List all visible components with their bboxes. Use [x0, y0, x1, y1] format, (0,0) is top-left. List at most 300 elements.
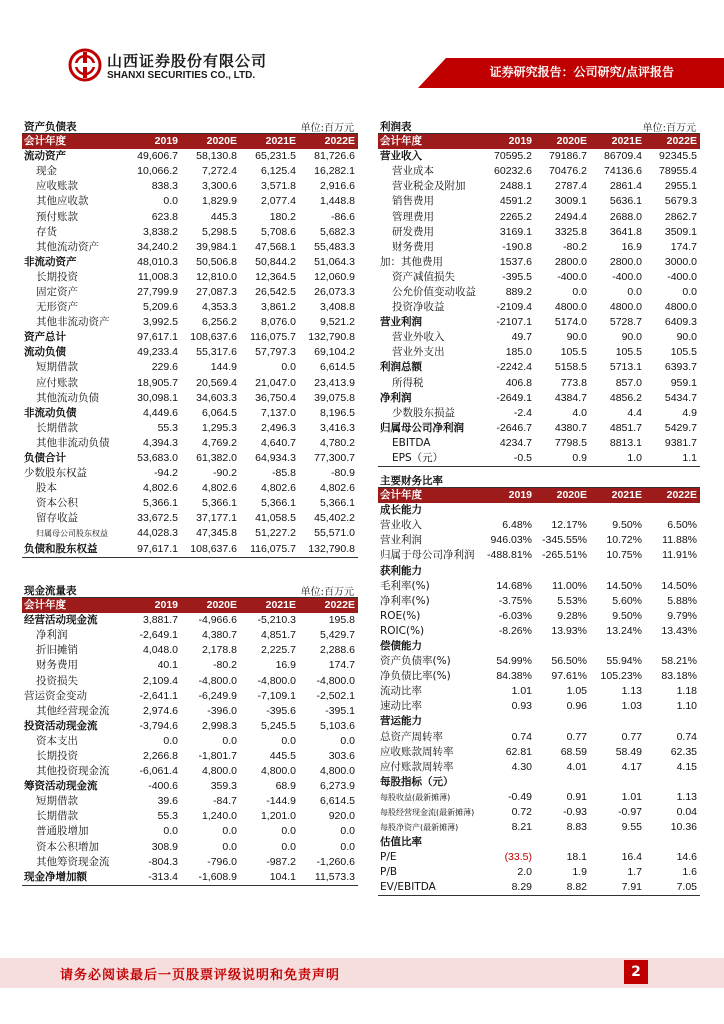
bs-cell: 144.9 — [210, 361, 237, 374]
rt-cell: 1.13 — [676, 790, 697, 803]
cf-col-header: 会计年度 — [24, 599, 66, 612]
cf-row-label: 普通股增加 — [36, 825, 89, 838]
is-cell: 5158.5 — [554, 361, 587, 374]
cf-cell: 0.0 — [163, 825, 178, 838]
bs-row-label: 流动负债 — [24, 346, 66, 359]
rt-cell: 62.81 — [505, 745, 532, 758]
is-cell: 4851.7 — [609, 421, 642, 434]
rt-cell: 18.1 — [566, 851, 587, 864]
bs-cell: 34,240.2 — [137, 240, 178, 253]
bs-cell: 6,614.5 — [319, 361, 355, 374]
cf-row-label: 资本支出 — [36, 734, 78, 747]
cf-row-label: 投资活动现金流 — [24, 719, 98, 732]
is-row-label: 少数股东损益 — [392, 406, 455, 419]
bs-cell: -86.6 — [331, 210, 355, 223]
rt-cell: 56.50% — [551, 655, 587, 668]
bs-cell: 5,209.6 — [142, 301, 178, 314]
is-cell: 4380.7 — [554, 421, 587, 434]
rt-cell: 8.21 — [511, 821, 532, 834]
ratios-title-bar — [378, 472, 700, 488]
rt-col-header: 2021E — [611, 489, 642, 502]
cf-row-label: 财务费用 — [36, 659, 78, 672]
is-row-label: 管理费用 — [392, 210, 434, 223]
rt-cell: 13.93% — [551, 624, 587, 637]
balance-sheet-table — [22, 134, 358, 558]
rt-cell: 105.23% — [600, 670, 642, 683]
bs-table-row — [22, 300, 358, 315]
is-cell: -2107.1 — [496, 316, 532, 329]
is-row-label: 营业税金及附加 — [392, 180, 466, 193]
is-cell: 2787.4 — [554, 180, 587, 193]
rt-row-label: P/E — [380, 851, 397, 864]
is-cell: 2955.1 — [664, 180, 697, 193]
bs-cell: 49,233.4 — [137, 346, 178, 359]
bs-table-row — [22, 225, 358, 240]
cf-cell: 308.9 — [151, 840, 178, 853]
bs-cell: 47,345.8 — [196, 527, 237, 540]
bs-cell: 3,571.8 — [260, 180, 296, 193]
is-table-row — [378, 164, 700, 179]
bs-cell: 1,295.3 — [201, 421, 237, 434]
cf-cell: 3,881.7 — [142, 614, 178, 627]
bs-cell: 5,298.5 — [201, 225, 237, 238]
bs-cell: 97,617.1 — [137, 331, 178, 344]
bs-cell: 132,790.8 — [308, 331, 355, 344]
bs-cell: 132,790.8 — [299, 542, 358, 558]
bs-cell: 55,571.0 — [314, 527, 355, 540]
rt-row-label: 营业利润 — [380, 534, 422, 547]
bs-cell: 0.0 — [281, 361, 296, 374]
disclaimer-text: 请务必阅读最后一页股票评级说明和免责声明 — [60, 968, 341, 983]
is-cell: 4800.0 — [554, 301, 587, 314]
rt-cell: 8.82 — [535, 880, 590, 896]
cf-cell: -1,608.9 — [181, 870, 240, 886]
rt-col-header: 2022E — [666, 489, 697, 502]
rt-row-label: 成长能力 — [380, 504, 422, 517]
bs-table-row — [22, 542, 358, 558]
is-cell: -2.4 — [513, 406, 532, 419]
bs-row-label: 其他流动负债 — [36, 391, 99, 404]
is-table-row — [378, 330, 700, 345]
bs-row-label: 其他非流动资产 — [36, 316, 110, 329]
bs-row-label: 负债和股东权益 — [22, 542, 122, 558]
rt-table-row — [378, 880, 700, 896]
cf-col-header: 2022E — [324, 599, 355, 612]
cf-cell: 2,266.8 — [142, 749, 178, 762]
cf-cell: -3,794.6 — [139, 719, 178, 732]
rt-table-row — [378, 518, 700, 533]
is-cell: 959.1 — [670, 376, 697, 389]
cf-cell: 104.1 — [240, 870, 299, 886]
is-cell: 4856.2 — [609, 391, 642, 404]
rt-cell: -3.75% — [498, 594, 532, 607]
is-cell: 0.0 — [682, 285, 697, 298]
bs-row-label: 存货 — [36, 225, 57, 238]
bs-cell: -80.9 — [331, 467, 355, 480]
rt-cell: 58.49 — [615, 745, 642, 758]
rt-table-row — [378, 548, 700, 563]
bs-cell: 1,829.9 — [201, 195, 237, 208]
rt-cell: 68.59 — [560, 745, 587, 758]
cf-row-label: 营运资金变动 — [24, 689, 87, 702]
is-cell: 857.0 — [615, 376, 642, 389]
cash-flow-title: 现金流量表 — [24, 585, 77, 597]
rt-cell: 10.36 — [670, 821, 697, 834]
rt-table-row — [378, 835, 700, 850]
rt-cell — [480, 639, 535, 654]
rt-cell: 12.17% — [551, 519, 587, 532]
is-cell: 1.1 — [645, 451, 700, 467]
is-cell: 6393.7 — [664, 361, 697, 374]
bs-cell: 4,449.6 — [142, 406, 178, 419]
rt-row-label: 净负债比率(%) — [380, 670, 451, 683]
is-row-label: 利润总额 — [380, 361, 422, 374]
is-table-row — [378, 376, 700, 391]
company-name-en: SHANXI SECURITIES CO., LTD. — [107, 70, 256, 81]
income-statement-panel — [378, 118, 700, 467]
bs-header-row — [22, 134, 358, 149]
bs-cell: -94.2 — [154, 467, 178, 480]
cf-cell: 920.0 — [328, 810, 355, 823]
is-row-label: 财务费用 — [392, 240, 434, 253]
balance-sheet-panel — [22, 118, 358, 558]
rt-row-label: 获利能力 — [380, 564, 422, 577]
cf-cell: 4,800.0 — [201, 765, 237, 778]
rt-cell — [590, 563, 645, 578]
rt-row-label: 每股经营现金流(最新摊薄) — [380, 808, 475, 818]
cf-col-header: 2020E — [206, 599, 237, 612]
rt-cell: 7.05 — [645, 880, 700, 896]
rt-row-label: 营业收入 — [380, 519, 422, 532]
is-cell: 5429.7 — [664, 421, 697, 434]
rt-row-label: 资产负债率(%) — [380, 655, 451, 668]
rt-cell: 4.01 — [566, 760, 587, 773]
bs-table-row — [22, 194, 358, 209]
rt-table-row — [378, 503, 700, 518]
bs-table-row — [22, 345, 358, 360]
is-row-label: 研发费用 — [392, 225, 434, 238]
cf-row-label: 投资损失 — [36, 674, 78, 687]
cf-cell: -987.2 — [266, 855, 296, 868]
bs-cell: 97,617.1 — [122, 542, 181, 558]
is-table-row — [378, 300, 700, 315]
is-cell: 3000.0 — [664, 255, 697, 268]
cf-col-header: 2019 — [154, 599, 178, 612]
is-cell: -2646.7 — [496, 421, 532, 434]
is-table-row — [378, 451, 700, 467]
rt-table-row — [378, 714, 700, 729]
rt-cell: 0.77 — [621, 730, 642, 743]
income-title: 利润表 — [380, 121, 412, 133]
bs-row-label: 预付账款 — [36, 210, 78, 223]
is-cell: -190.8 — [502, 240, 532, 253]
rt-cell — [590, 714, 645, 729]
is-cell: 105.5 — [560, 346, 587, 359]
bs-cell: 116,075.7 — [250, 331, 296, 344]
rt-cell: 4.15 — [676, 760, 697, 773]
rt-cell: 58.21% — [661, 655, 697, 668]
is-row-label: 资产减值损失 — [392, 270, 455, 283]
rt-row-label: 营运能力 — [380, 715, 422, 728]
rt-cell: -0.93 — [563, 806, 587, 819]
cf-cell: 359.3 — [210, 780, 237, 793]
rt-cell: 5.88% — [667, 594, 697, 607]
is-cell: -400.0 — [612, 270, 642, 283]
is-col-header: 2021E — [611, 135, 642, 148]
is-cell: 78955.4 — [659, 165, 697, 178]
bs-cell: 180.2 — [269, 210, 296, 223]
is-row-label: 营业外收入 — [392, 331, 445, 344]
page-number: 2 — [624, 960, 648, 984]
is-row-label: 公允价值变动收益 — [392, 285, 476, 298]
bs-col-header: 会计年度 — [24, 135, 66, 148]
rt-cell: 14.50% — [606, 579, 642, 592]
cash-flow-unit: 单位:百万元 — [300, 587, 354, 598]
cf-col-header: 2021E — [265, 599, 296, 612]
rt-cell: 11.00% — [552, 579, 587, 592]
bs-cell: 7,137.0 — [260, 406, 296, 419]
is-table-row — [378, 240, 700, 255]
rt-cell: 11.88% — [662, 534, 697, 547]
bs-cell: 81,726.6 — [314, 150, 355, 163]
cf-cell: -395.6 — [266, 704, 296, 717]
is-cell: -400.0 — [557, 270, 587, 283]
rt-row-label: 归属于母公司净利润 — [380, 549, 475, 562]
rt-cell: 13.24% — [606, 624, 642, 637]
is-cell: 4.0 — [572, 406, 587, 419]
rt-row-label: 总资产周转率 — [380, 730, 443, 743]
bs-table-row — [22, 466, 358, 481]
bs-cell: 21,047.0 — [255, 376, 296, 389]
rt-row-label: 毛利率(%) — [380, 579, 430, 592]
bs-row-label: 长期投资 — [36, 270, 78, 283]
bs-cell: 45,402.2 — [314, 512, 355, 525]
is-cell: -2649.1 — [496, 391, 532, 404]
cf-cell: 0.0 — [340, 840, 355, 853]
income-title-bar — [378, 118, 700, 134]
cf-cell: 2,109.4 — [142, 674, 178, 687]
is-row-label: 销售费用 — [392, 195, 434, 208]
is-cell: -2109.4 — [496, 301, 532, 314]
is-cell: 1.0 — [590, 451, 645, 467]
bs-cell: 27,799.9 — [137, 285, 178, 298]
is-cell: -400.0 — [667, 270, 697, 283]
cf-row-label: 资本公积增加 — [36, 840, 99, 853]
rt-col-header: 2020E — [556, 489, 587, 502]
bs-table-row — [22, 511, 358, 526]
cf-cell: 11,573.3 — [299, 870, 358, 886]
is-col-header: 2019 — [508, 135, 532, 148]
cf-cell: 2,288.6 — [319, 644, 355, 657]
is-cell: 7798.5 — [554, 436, 587, 449]
cf-table-row — [22, 673, 358, 688]
cash-flow-table — [22, 598, 358, 886]
bs-cell: -85.8 — [272, 467, 296, 480]
cf-cell: 4,380.7 — [201, 629, 237, 642]
bs-cell: 57,797.3 — [255, 346, 296, 359]
rt-cell: 0.72 — [511, 806, 532, 819]
rt-cell: -8.26% — [498, 624, 532, 637]
cf-row-label: 其他投资现金流 — [36, 765, 110, 778]
rt-cell: -0.97 — [618, 806, 642, 819]
page-footer — [0, 958, 724, 988]
rt-row-label: ROE(%) — [380, 609, 421, 622]
bs-table-row — [22, 391, 358, 406]
rt-cell: -0.49 — [508, 790, 532, 803]
bs-cell: 48,010.3 — [137, 255, 178, 268]
bs-cell: 3,838.2 — [142, 225, 178, 238]
bs-cell: 27,087.3 — [196, 285, 237, 298]
rt-cell: -488.81% — [487, 549, 532, 562]
cf-cell: 2,974.6 — [142, 704, 178, 717]
is-cell: 4.9 — [682, 406, 697, 419]
bs-cell: 7,272.4 — [201, 165, 237, 178]
rt-cell — [590, 835, 645, 850]
bs-table-row — [22, 481, 358, 496]
is-cell: 0.0 — [627, 285, 642, 298]
is-cell: 2688.0 — [609, 210, 642, 223]
cf-cell: 39.6 — [157, 795, 178, 808]
is-table-row — [378, 345, 700, 360]
is-cell: 4800.0 — [609, 301, 642, 314]
cf-table-row — [22, 870, 358, 886]
cf-cell: -4,966.6 — [198, 614, 237, 627]
bs-row-label: 长期借款 — [36, 421, 78, 434]
bs-cell: 4,802.6 — [142, 482, 178, 495]
is-cell: 889.2 — [505, 285, 532, 298]
is-cell: 90.0 — [676, 331, 697, 344]
cf-cell: 4,800.0 — [319, 765, 355, 778]
bs-row-label: 流动资产 — [24, 150, 66, 163]
rt-cell: 0.77 — [566, 730, 587, 743]
bs-cell: 23,413.9 — [314, 376, 355, 389]
cf-table-row — [22, 840, 358, 855]
is-table-row — [378, 209, 700, 224]
rt-table-row — [378, 805, 700, 820]
bs-row-label: 留存收益 — [36, 512, 78, 525]
cf-cell: -395.1 — [325, 704, 355, 717]
bs-cell: 39,075.8 — [314, 391, 355, 404]
rt-cell: 14.6 — [676, 851, 697, 864]
bs-cell: 2,916.6 — [319, 180, 355, 193]
bs-cell: 11,008.3 — [137, 270, 178, 283]
income-unit: 单位:百万元 — [642, 123, 696, 134]
rt-cell — [590, 503, 645, 518]
bs-table-row — [22, 315, 358, 330]
rt-row-label: 每股指标（元） — [380, 775, 454, 788]
is-cell: 5679.3 — [664, 195, 697, 208]
bs-row-label: 其他非流动负债 — [36, 436, 110, 449]
bs-cell: 5,366.1 — [201, 497, 237, 510]
rt-cell — [645, 639, 700, 654]
bs-cell: 5,682.3 — [319, 225, 355, 238]
rt-cell: 0.93 — [511, 700, 532, 713]
cf-cell: 174.7 — [328, 659, 355, 672]
balance-sheet-title-bar — [22, 118, 358, 134]
is-row-label: EBITDA — [392, 436, 431, 449]
cf-cell: 55.3 — [157, 810, 178, 823]
is-cell: 49.7 — [511, 331, 532, 344]
is-table-row — [378, 436, 700, 451]
rt-cell: 83.18% — [661, 670, 697, 683]
is-cell: 70595.2 — [494, 150, 532, 163]
rt-cell: 9.50% — [612, 609, 642, 622]
cf-cell: 0.0 — [222, 734, 237, 747]
rt-row-label: 流动比率 — [380, 685, 422, 698]
rt-cell: 14.50% — [661, 579, 697, 592]
cf-row-label: 长期借款 — [36, 810, 78, 823]
bs-row-label: 资产总计 — [24, 331, 66, 344]
is-cell: 79186.7 — [549, 150, 587, 163]
rt-row-label: EV/EBITDA — [378, 880, 480, 896]
rt-cell: 1.9 — [572, 866, 587, 879]
is-cell: 4.4 — [627, 406, 642, 419]
bs-cell: 18,905.7 — [137, 376, 178, 389]
bs-table-row — [22, 526, 358, 541]
rt-cell — [645, 503, 700, 518]
rt-cell: 5.60% — [612, 594, 642, 607]
is-cell: 70476.2 — [549, 165, 587, 178]
rt-table-row — [378, 820, 700, 835]
cf-cell: -4,800.0 — [316, 674, 355, 687]
rt-table-row — [378, 730, 700, 745]
rt-cell: 8.29 — [480, 880, 535, 896]
is-cell: 3009.1 — [554, 195, 587, 208]
is-cell: 92345.5 — [659, 150, 697, 163]
income-table — [378, 134, 700, 467]
cf-cell: 5,245.5 — [260, 719, 296, 732]
bs-cell: 55.3 — [157, 421, 178, 434]
bs-cell: 6,064.5 — [201, 406, 237, 419]
rt-cell: -6.03% — [498, 609, 532, 622]
is-cell: 4234.7 — [499, 436, 532, 449]
is-table-row — [378, 391, 700, 406]
bs-cell: 445.3 — [210, 210, 237, 223]
rt-cell — [535, 714, 590, 729]
bs-cell: 65,231.5 — [255, 150, 296, 163]
ratios-title: 主要财务比率 — [380, 475, 443, 487]
is-cell: 1537.6 — [499, 255, 532, 268]
bs-cell: 77,300.7 — [314, 452, 355, 465]
is-table-row — [378, 179, 700, 194]
rt-table-row — [378, 563, 700, 578]
is-cell: 3641.8 — [609, 225, 642, 238]
is-cell: 406.8 — [505, 376, 532, 389]
rt-row-label: 每股净资产(最新摊薄) — [380, 823, 459, 833]
bs-row-label: 资本公积 — [36, 497, 78, 510]
bs-cell: 41,058.5 — [255, 512, 296, 525]
cf-table-row — [22, 779, 358, 794]
bs-row-label: 负债合计 — [24, 452, 66, 465]
rt-table-row — [378, 579, 700, 594]
balance-sheet-title: 资产负债表 — [24, 121, 77, 133]
rt-table-row — [378, 850, 700, 865]
is-cell: 3325.8 — [554, 225, 587, 238]
cf-cell: 6,614.5 — [319, 795, 355, 808]
cf-cell: 0.0 — [281, 825, 296, 838]
rt-cell: 1.03 — [621, 700, 642, 713]
rt-cell: 62.35 — [670, 745, 697, 758]
bs-table-row — [22, 496, 358, 511]
bs-cell: 58,130.8 — [196, 150, 237, 163]
rt-cell: 7.91 — [590, 880, 645, 896]
balance-sheet-unit: 单位:百万元 — [300, 123, 354, 134]
rt-col-header: 会计年度 — [380, 489, 422, 502]
bs-cell: 1,448.8 — [319, 195, 355, 208]
ratios-table — [378, 488, 700, 896]
cf-cell: -144.9 — [266, 795, 296, 808]
is-cell: 2861.4 — [609, 180, 642, 193]
